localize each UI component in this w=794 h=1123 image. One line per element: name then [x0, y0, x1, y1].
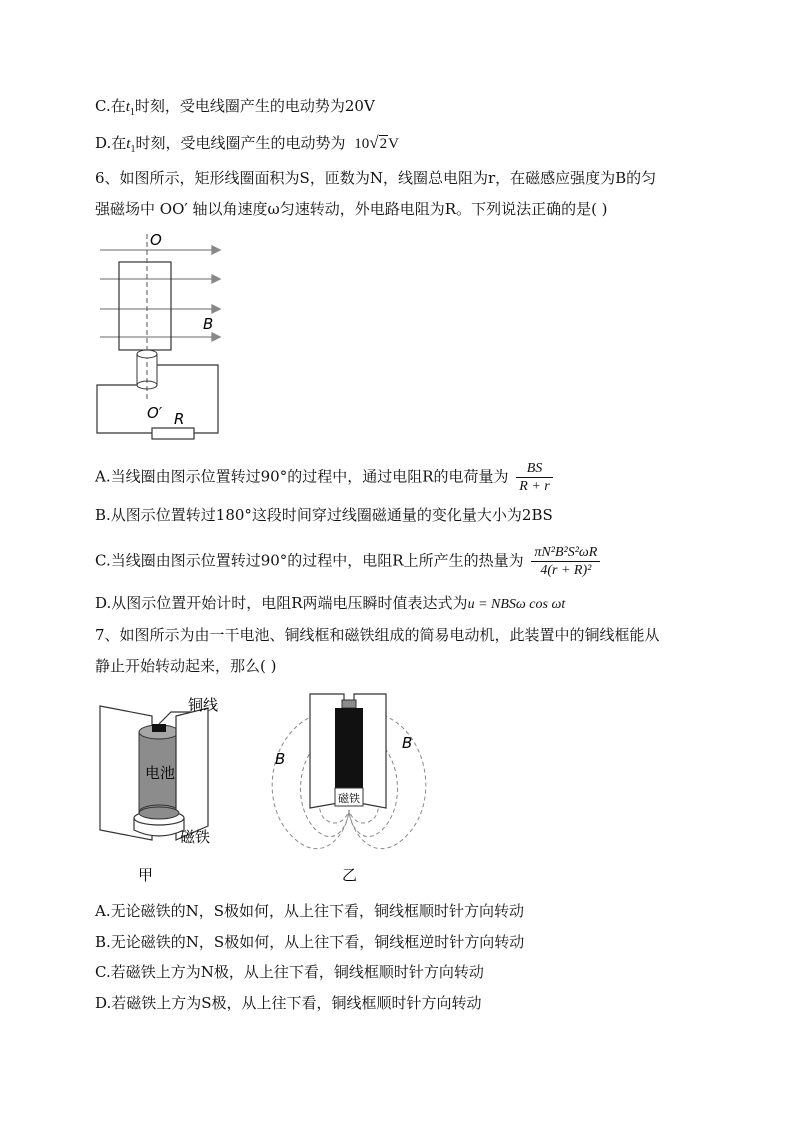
- q7-option-d: D.若磁铁上方为S极，从上往下看，铜线框顺时针方向转动: [95, 994, 482, 1012]
- q7-stem-line2: 静止开始转动起来，那么( ): [95, 657, 277, 675]
- label-o: O: [150, 231, 162, 249]
- q5-option-c-text: 时刻，受电线圈产生的电动势为20V: [134, 97, 375, 115]
- q5-option-d-value: 10: [354, 136, 370, 152]
- label-b-left: B: [275, 750, 286, 768]
- label-battery: 电池: [145, 764, 176, 782]
- q6-option-c-fraction: $\frac{\text{πN²B²S²ωR}}{\text{4(r + R)²}}$: [531, 544, 600, 579]
- battery: [335, 708, 363, 788]
- q6-option-d-expression: u = NBSω cos ωt: [467, 597, 566, 612]
- q6-option-a: [95, 460, 556, 495]
- q5-option-c-var: t: [125, 99, 130, 115]
- circuit-wire-left: [97, 385, 152, 433]
- q6-option-a-fraction: $\frac{BS}{R + r}$: [516, 460, 552, 495]
- q5-option-d-root: 2: [379, 136, 388, 152]
- label-jia: 甲: [138, 866, 154, 884]
- label-r: R: [174, 410, 185, 428]
- q6-stem-line1: 6、如图所示，矩形线圈面积为S，匝数为N，线圈总电阻为r，在磁感应强度为B的匀: [95, 169, 657, 187]
- q7-option-b: B.无论磁铁的N，S极如何，从上往下看，铜线框逆时针方向转动: [95, 933, 525, 951]
- label-o-prime: O′: [147, 404, 163, 422]
- q5-option-d-var: t: [126, 136, 131, 152]
- q5-option-d-unit: V: [388, 136, 399, 152]
- label-yi: 乙: [342, 866, 358, 884]
- q5-option-c-prefix: C.在: [95, 97, 126, 115]
- label-copper-wire: 铜线: [188, 696, 219, 714]
- label-b-right: B: [402, 734, 413, 752]
- q5-option-d-sub: 1: [130, 144, 136, 155]
- q5-option-c: [95, 96, 375, 123]
- label-b: B: [203, 315, 214, 333]
- circuit-wire-right: [157, 365, 218, 433]
- q7-motor-figure-yi: [256, 690, 442, 886]
- q7-stem-line1: 7、如图所示为由一干电池、铜线框和磁铁组成的简易电动机，此装置中的铜线框能从: [95, 626, 660, 644]
- q5-option-c-sub: 1: [129, 107, 135, 118]
- q6-coil-figure: [90, 228, 230, 444]
- q6-option-d-text: D.从图示位置开始计时，电阻R两端电压瞬时值表达式为: [95, 594, 468, 612]
- q6-option-d: [95, 593, 565, 615]
- battery-terminal: [152, 724, 166, 732]
- magnetic-field-lines: [100, 246, 220, 341]
- resistor: [152, 428, 194, 439]
- q5-option-d-prefix: D.在: [95, 134, 127, 152]
- q6-option-b: B.从图示位置转过180°这段时间穿过线圈磁通量的变化量大小为2BS: [95, 506, 553, 524]
- q7-option-a: A.无论磁铁的N，S极如何，从上往下看，铜线框顺时针方向转动: [95, 902, 525, 920]
- label-magnet: 磁铁: [180, 828, 211, 846]
- slip-ring: [137, 350, 157, 358]
- q7-motor-figure-jia: [96, 690, 236, 886]
- q6-option-c-text: C.当线圈由图示位置转过90°的过程中，电阻R上所产生的热量为: [95, 551, 524, 570]
- q5-option-d-text: 时刻，受电线圈产生的电动势为: [135, 134, 346, 152]
- q6-option-a-text: A.当线圈由图示位置转过90°的过程中，通过电阻R的电荷量为: [95, 467, 509, 486]
- label-magnet-yi: 磁铁: [338, 792, 360, 805]
- q5-option-d: D.在$t_1$时刻，受电线圈产生的电动势为 10√2V: [95, 133, 399, 155]
- q6-option-c: [95, 544, 603, 579]
- q7-option-c: C.若磁铁上方为N极，从上往下看，铜线框顺时针方向转动: [95, 963, 484, 981]
- q6-stem-line2: 强磁场中 OO′ 轴以角速度ω匀速转动，外电路电阻为R。下列说法正确的是( ): [95, 200, 608, 218]
